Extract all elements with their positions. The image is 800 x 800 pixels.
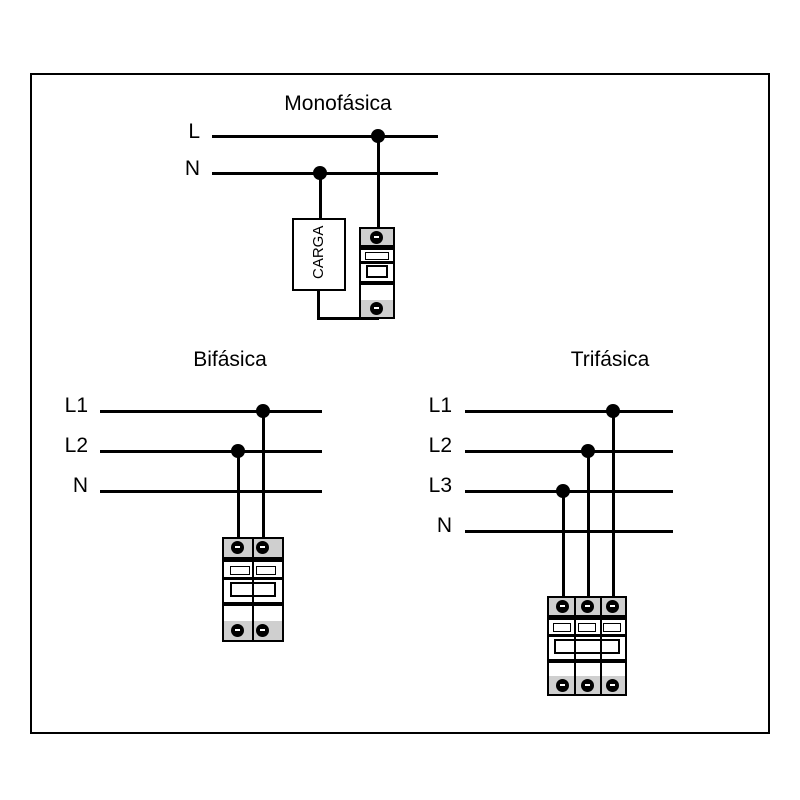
monofasica-breaker-window [365,252,389,260]
trifasica-rail-N [465,530,673,533]
trifasica-rail-L2 [465,450,673,453]
trifasica-rail-label-N: N [436,514,452,537]
trifasica-drop-L1 [612,410,615,600]
bifasica-breaker-window-2 [256,566,276,575]
trifasica-rail-label-L3: L3 [428,474,452,497]
trifasica-breaker-terminal-top-1 [556,600,569,613]
bifasica-rail-L2 [100,450,322,453]
trifasica-breaker-pole-divider-1 [574,596,576,696]
monofasica-title: Monofásica [284,92,392,115]
trifasica-breaker-window-3 [603,623,621,632]
bifasica-drop-L2 [237,450,240,541]
trifasica-drop-L3 [562,490,565,600]
trifasica-terminal-slot-b3 [610,684,615,686]
monofasica-rail-label-L: L [188,120,200,143]
bifasica-terminal-slot-t2 [260,546,265,548]
bifasica-breaker-terminal-top-2 [256,541,269,554]
monofasica-breaker-band-upper [361,245,393,250]
trifasica-breaker-window-1 [553,623,571,632]
monofasica-rail-label-N: N [184,157,200,180]
bifasica-drop-L1 [262,410,265,541]
trifasica-drop-L2 [587,450,590,600]
bifasica-terminal-slot-b1 [235,629,240,631]
monofasica-breaker-terminal-bottom [370,302,383,315]
trifasica-breaker-lever[interactable] [554,639,620,654]
monofasica-terminal-slot-top [374,236,379,238]
bifasica-breaker-terminal-top-1 [231,541,244,554]
trifasica-terminal-slot-t3 [610,605,615,607]
bifasica-breaker-terminal-bottom-2 [256,624,269,637]
trifasica-title: Trifásica [570,348,650,371]
monofasica-terminal-slot-bottom [374,307,379,309]
bifasica-breaker-pole-divider [252,537,254,642]
trifasica-breaker-band-mid [549,634,625,637]
trifasica-breaker-terminal-bottom-1 [556,679,569,692]
monofasica-drop-N [319,172,322,218]
bifasica-rail-label-L2: L2 [64,434,88,457]
bifasica-rail-N [100,490,322,493]
trifasica-rail-L1 [465,410,673,413]
bifasica-rail-label-N: N [72,474,88,497]
trifasica-terminal-slot-t1 [560,605,565,607]
bifasica-title: Bifásica [193,348,267,371]
monofasica-rail-L [212,135,438,138]
monofasica-load-label: CARGA [310,225,327,279]
trifasica-breaker-terminal-bottom-2 [581,679,594,692]
bifasica-terminal-slot-b2 [260,629,265,631]
monofasica-load-bottom-drop [317,291,320,320]
monofasica-drop-L [377,135,380,227]
trifasica-breaker-window-2 [578,623,596,632]
bifasica-breaker-terminal-bottom-1 [231,624,244,637]
bifasica-breaker-window [230,566,250,575]
trifasica-terminal-slot-t2 [585,605,590,607]
trifasica-breaker-band-lower [549,659,625,663]
bifasica-rail-label-L1: L1 [64,394,88,417]
bifasica-terminal-slot-t1 [235,546,240,548]
trifasica-breaker-terminal-top-2 [581,600,594,613]
monofasica-breaker-lever[interactable] [366,265,388,278]
trifasica-breaker-terminal-top-3 [606,600,619,613]
monofasica-breaker-terminal-top [370,231,383,244]
bifasica-rail-L1 [100,410,322,413]
trifasica-rail-label-L2: L2 [428,434,452,457]
monofasica-breaker-band-mid [361,261,393,264]
trifasica-breaker-band-upper [549,615,625,620]
trifasica-breaker-terminal-bottom-3 [606,679,619,692]
trifasica-rail-label-L1: L1 [428,394,452,417]
trifasica-terminal-slot-b2 [585,684,590,686]
monofasica-breaker-band-lower [361,281,393,285]
trifasica-terminal-slot-b1 [560,684,565,686]
trifasica-breaker-pole-divider-2 [600,596,602,696]
